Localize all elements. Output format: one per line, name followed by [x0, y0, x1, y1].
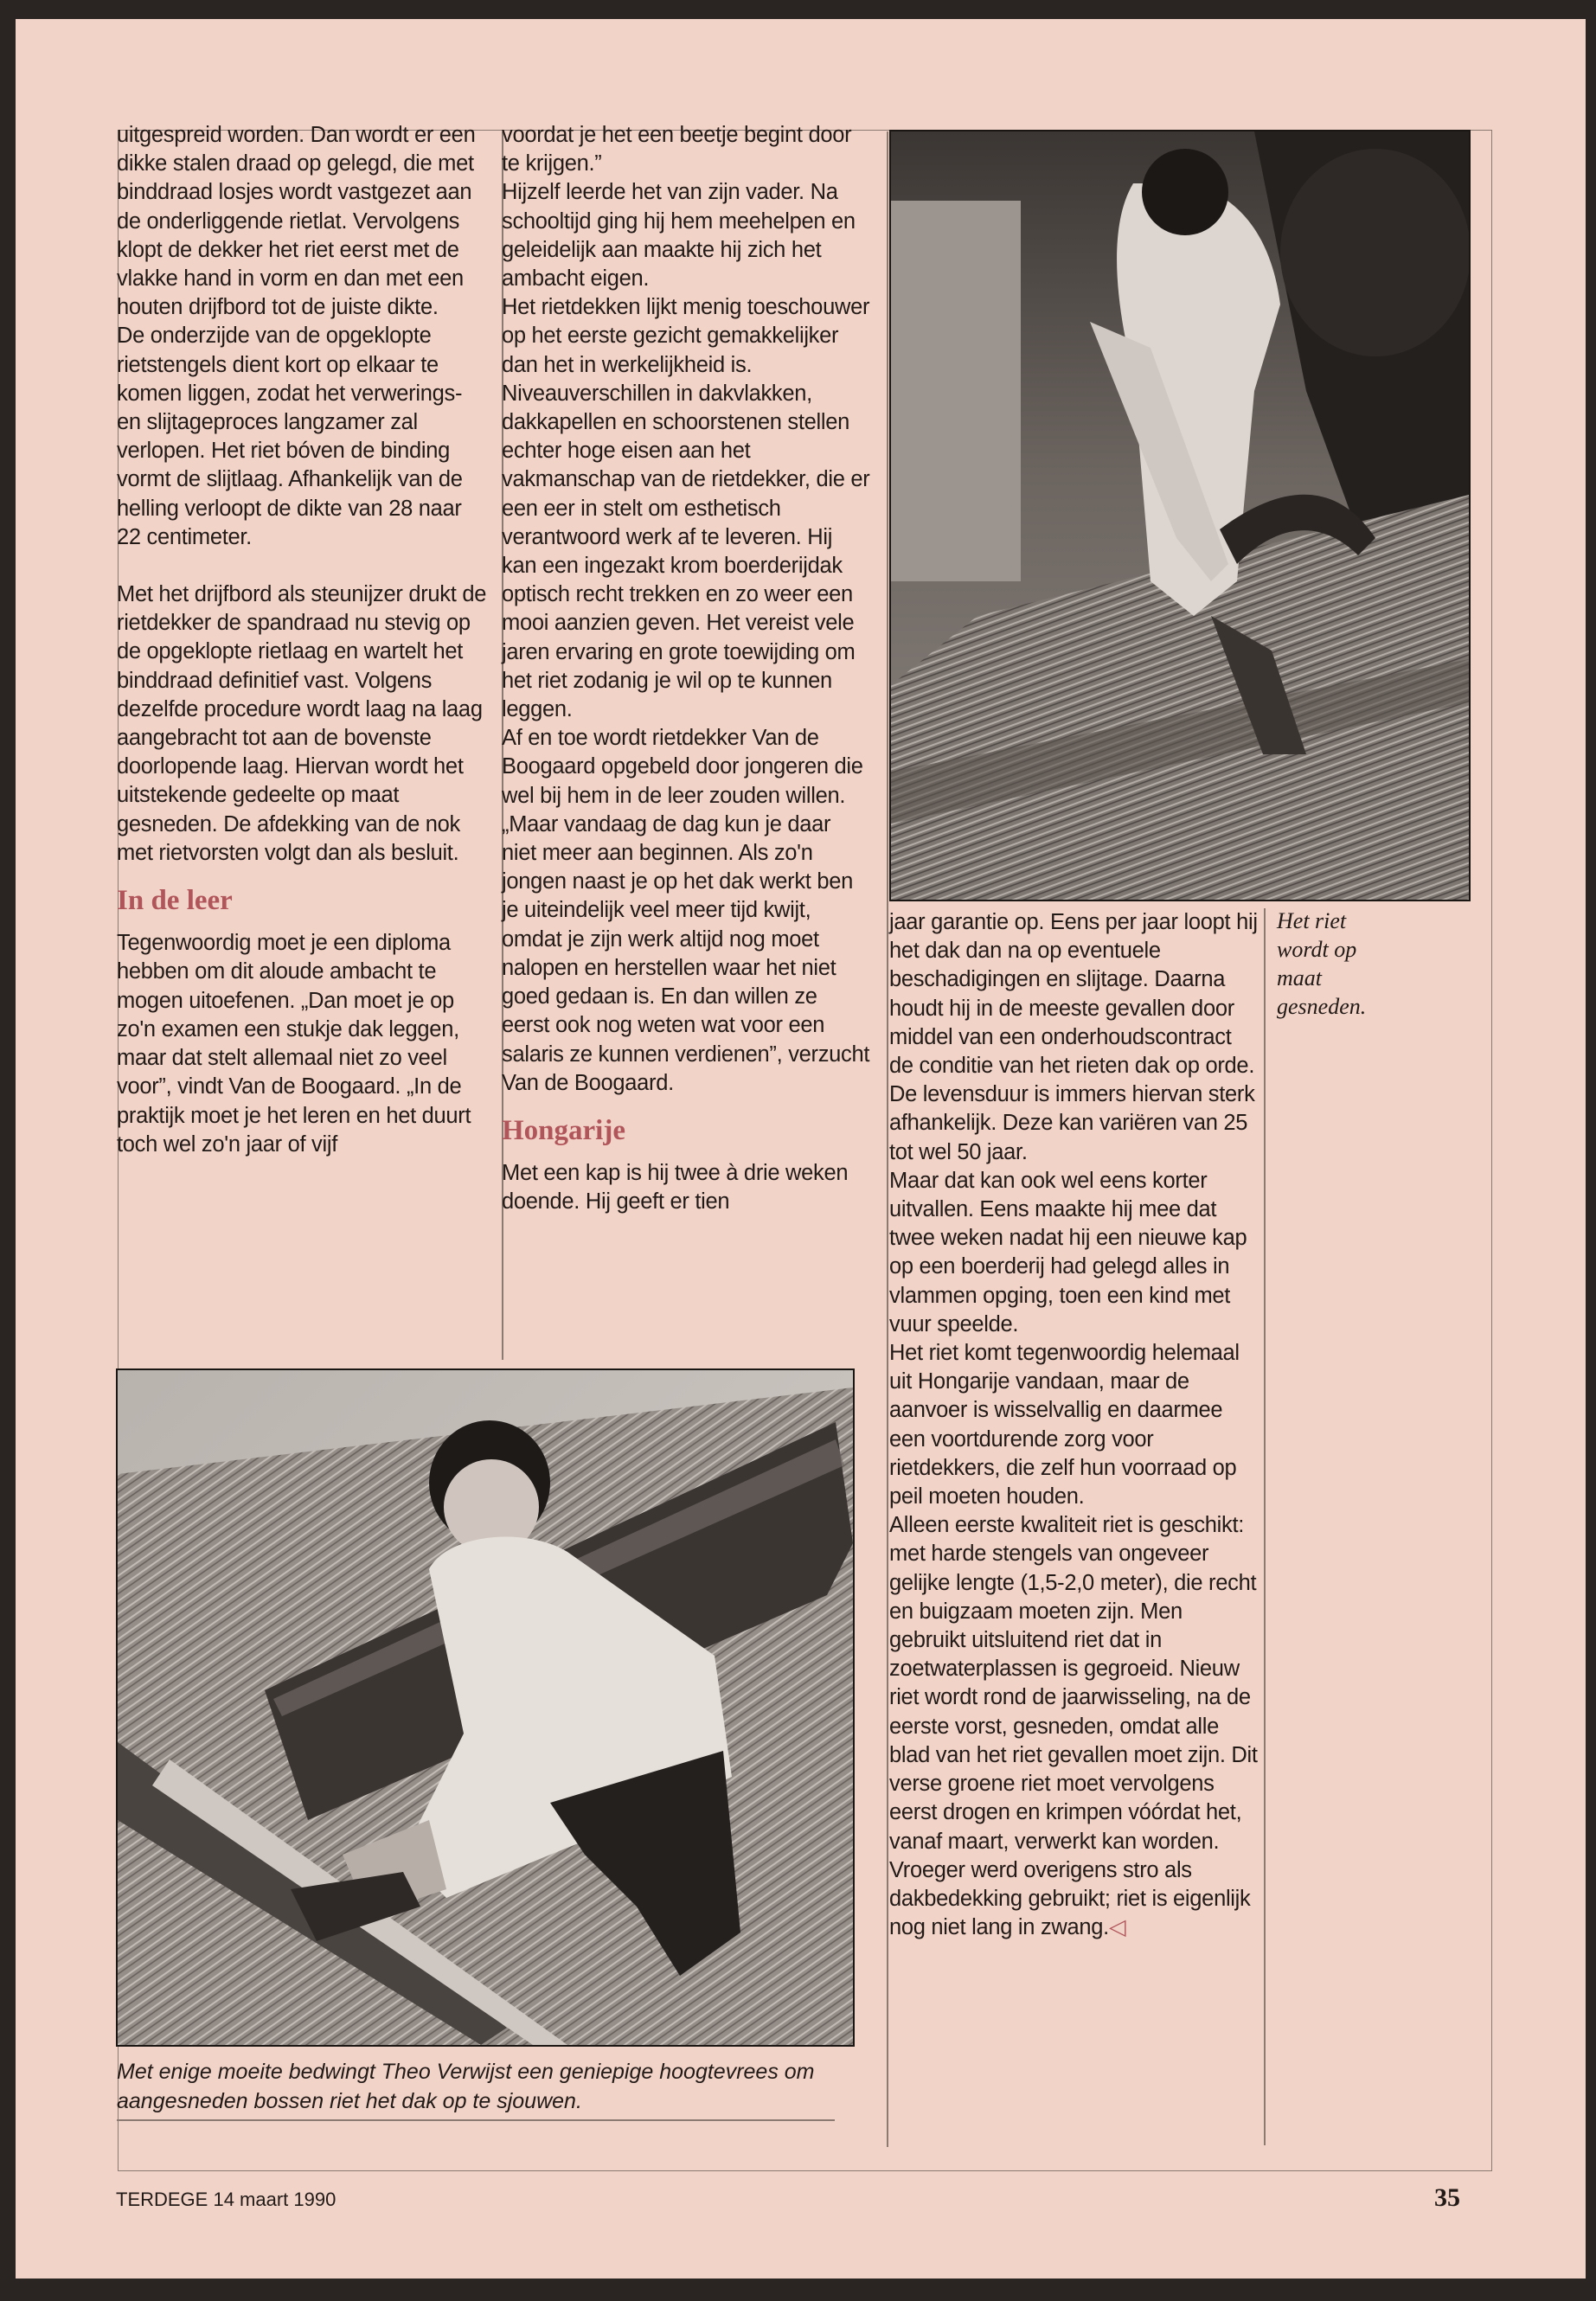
photo-thatcher-carrying-reed [116, 1368, 855, 2047]
paragraph: Met het drijfbord als steunijzer drukt de rietdekker de spandraad nu stevig op de opgeklopte rietlaag en wartelt het binddraad definitief vast. Volgens dezelfde procedure wordt laag na laag aangebracht tot aan de bovenste doorlopende laag. Hiervan wordt het uitstekende gedeelte op maat gesneden. De afdekking van de nok met rietvorsten volgt dan als besluit. [117, 582, 487, 865]
paragraph: Af en toe wordt rietdekker Van de Boogaard opgebeld door jongeren die wel bij hem in de leer zouden willen. „Maar vandaag de dag kun je daar niet meer aan beginnen. Als zo'n jongen naast je op het dak werkt ben je uiteindelijk veel meer tijd kwijt, omdat je zijn werk altijd nog moet nalopen en herstellen waar het niet goed gedaan is. En dan willen ze eerst ook nog weten wat voor een salaris ze kunnen verdienen”, verzucht Van de Boogaard. [502, 726, 870, 1095]
end-mark-icon: ◁ [1108, 1915, 1126, 1940]
reed-cutting-photo-image [891, 131, 1469, 900]
paragraph: Hijzelf leerde het van zijn vader. Na schooltijd ging hij hem meehelpen en geleidelijk aan maakte hij zich het ambacht eigen. [502, 180, 856, 292]
photo-thatcher-cutting-reed [889, 130, 1471, 901]
paragraph: jaar garantie op. Eens per jaar loopt hij het dak dan na op eventuele beschadigingen en slijtage. Daarna houdt hij in de meeste gevallen door middel van een onderhoudscontract de conditie van het rieten dak op orde. De levensduur is immers hiervan sterk afhankelijk. Deze kan variëren van 25 tot wel 50 jaar. [889, 910, 1258, 1164]
reed-carrying-photo-image [118, 1370, 853, 2045]
article-column-1 [117, 121, 489, 1159]
paragraph: uitgespreid worden. Dan wordt er een dikke stalen draad op gelegd, die met binddraad losjes wordt vastgezet aan de onderliggende rietlat. Vervolgens klopt de dekker het riet eerst met de vlakke hand in vorm en dan met een houten drijfbord tot de juiste dikte. [117, 123, 476, 320]
paragraph: voordat je het een beetje begint door te krijgen.” [502, 123, 852, 176]
paragraph [889, 1856, 1261, 1943]
paragraph: De onderzijde van de opgeklopte rietstengels dient kort op elkaar te komen liggen, zodat het verwerings- en slijtageproces langzamer zal verlopen. Het riet bóven de binding vormt de slijtlaag. Afhankelijk van de helling verloopt de dikte van 28 naar 22 centimeter. [117, 324, 463, 549]
section-heading: In de leer [117, 885, 233, 917]
paragraph: Het riet komt tegenwoordig helemaal uit Hongarije vandaan, maar de aanvoer is wisselvallig en daarmee een voortdurende zorg voor rietdekkers, die zelf hun voorraad op peil moeten houden. [889, 1341, 1240, 1509]
article-column-2 [502, 121, 870, 1217]
caption-rule [117, 2119, 835, 2121]
photo-caption-side: Het riet wordt op maat gesneden. [1277, 908, 1367, 1019]
column-divider [887, 131, 888, 2147]
photo-caption-bottom: Met enige moeite bedwingt Theo Verwijst een geniepige hoogtevrees om aangesneden bossen riet het dak op te sjouwen. [117, 2060, 815, 2113]
article-column-3 [889, 908, 1261, 1942]
footer-publication: TERDEGE 14 maart 1990 [116, 2189, 337, 2210]
paragraph: Maar dat kan ook wel eens korter uitvallen. Eens maakte hij mee dat twee weken nadat hij een nieuwe kap op een boerderij had gelegd alles in vlammen opging, toen een kind met vuur speelde. [889, 1168, 1247, 1336]
page-number: 35 [1434, 2183, 1460, 2212]
paragraph: Alleen eerste kwaliteit riet is geschikt: met harde stengels van ongeveer gelijke lengte (1,5-2,0 meter), die recht en buigzaam moeten zijn. Men gebruikt uitsluitend riet dat in zoetwaterplassen is gegroeid. Nieuw riet wordt rond de jaarwisseling, na de eerste vorst, gesneden, omdat alle blad van het riet gevallen moet zijn. Dit verse groene riet moet vervolgens eerst drogen en krimpen vóórdat het, vanaf maart, verwerkt kan worden. [889, 1513, 1258, 1854]
paragraph-text: Vroeger werd overigens stro als dakbedekking gebruikt; riet is eigenlijk nog niet lang in zwang. [889, 1857, 1251, 1940]
magazine-page [16, 19, 1586, 2279]
section-heading: Hongarije [502, 1114, 625, 1146]
paragraph: Het rietdekken lijkt menig toeschouwer op het eerste gezicht gemakkelijker dan het in werkelijkheid is. Niveauverschillen in dakvlakken, dakkapellen en schoorstenen stellen echter hoge eisen aan het vakmanschap van de rietdekker, die er een eer in stelt om esthetisch verantwoord werk af te leveren. Hij kan een ingezakt krom boerderijdak optisch recht trekken en zo weer een mooi aanzien geven. Het vereist vele jaren ervaring en grote toewijding om het riet zodanig je wil op te kunnen leggen. [502, 295, 870, 722]
paragraph: Tegenwoordig moet je een diploma hebben om dit aloude ambacht te mogen uitoefenen. „Dan moet je op zo'n examen een stukje dak leggen, maar dat stelt allemaal niet zo veel voor”, vindt Van de Boogaard. „In de praktijk moet je het leren en het duurt toch wel zo'n jaar of vijf [117, 931, 471, 1157]
paragraph: Met een kap is hij twee à drie weken doende. Hij geeft er tien [502, 1161, 849, 1215]
column-divider [1264, 908, 1266, 2145]
